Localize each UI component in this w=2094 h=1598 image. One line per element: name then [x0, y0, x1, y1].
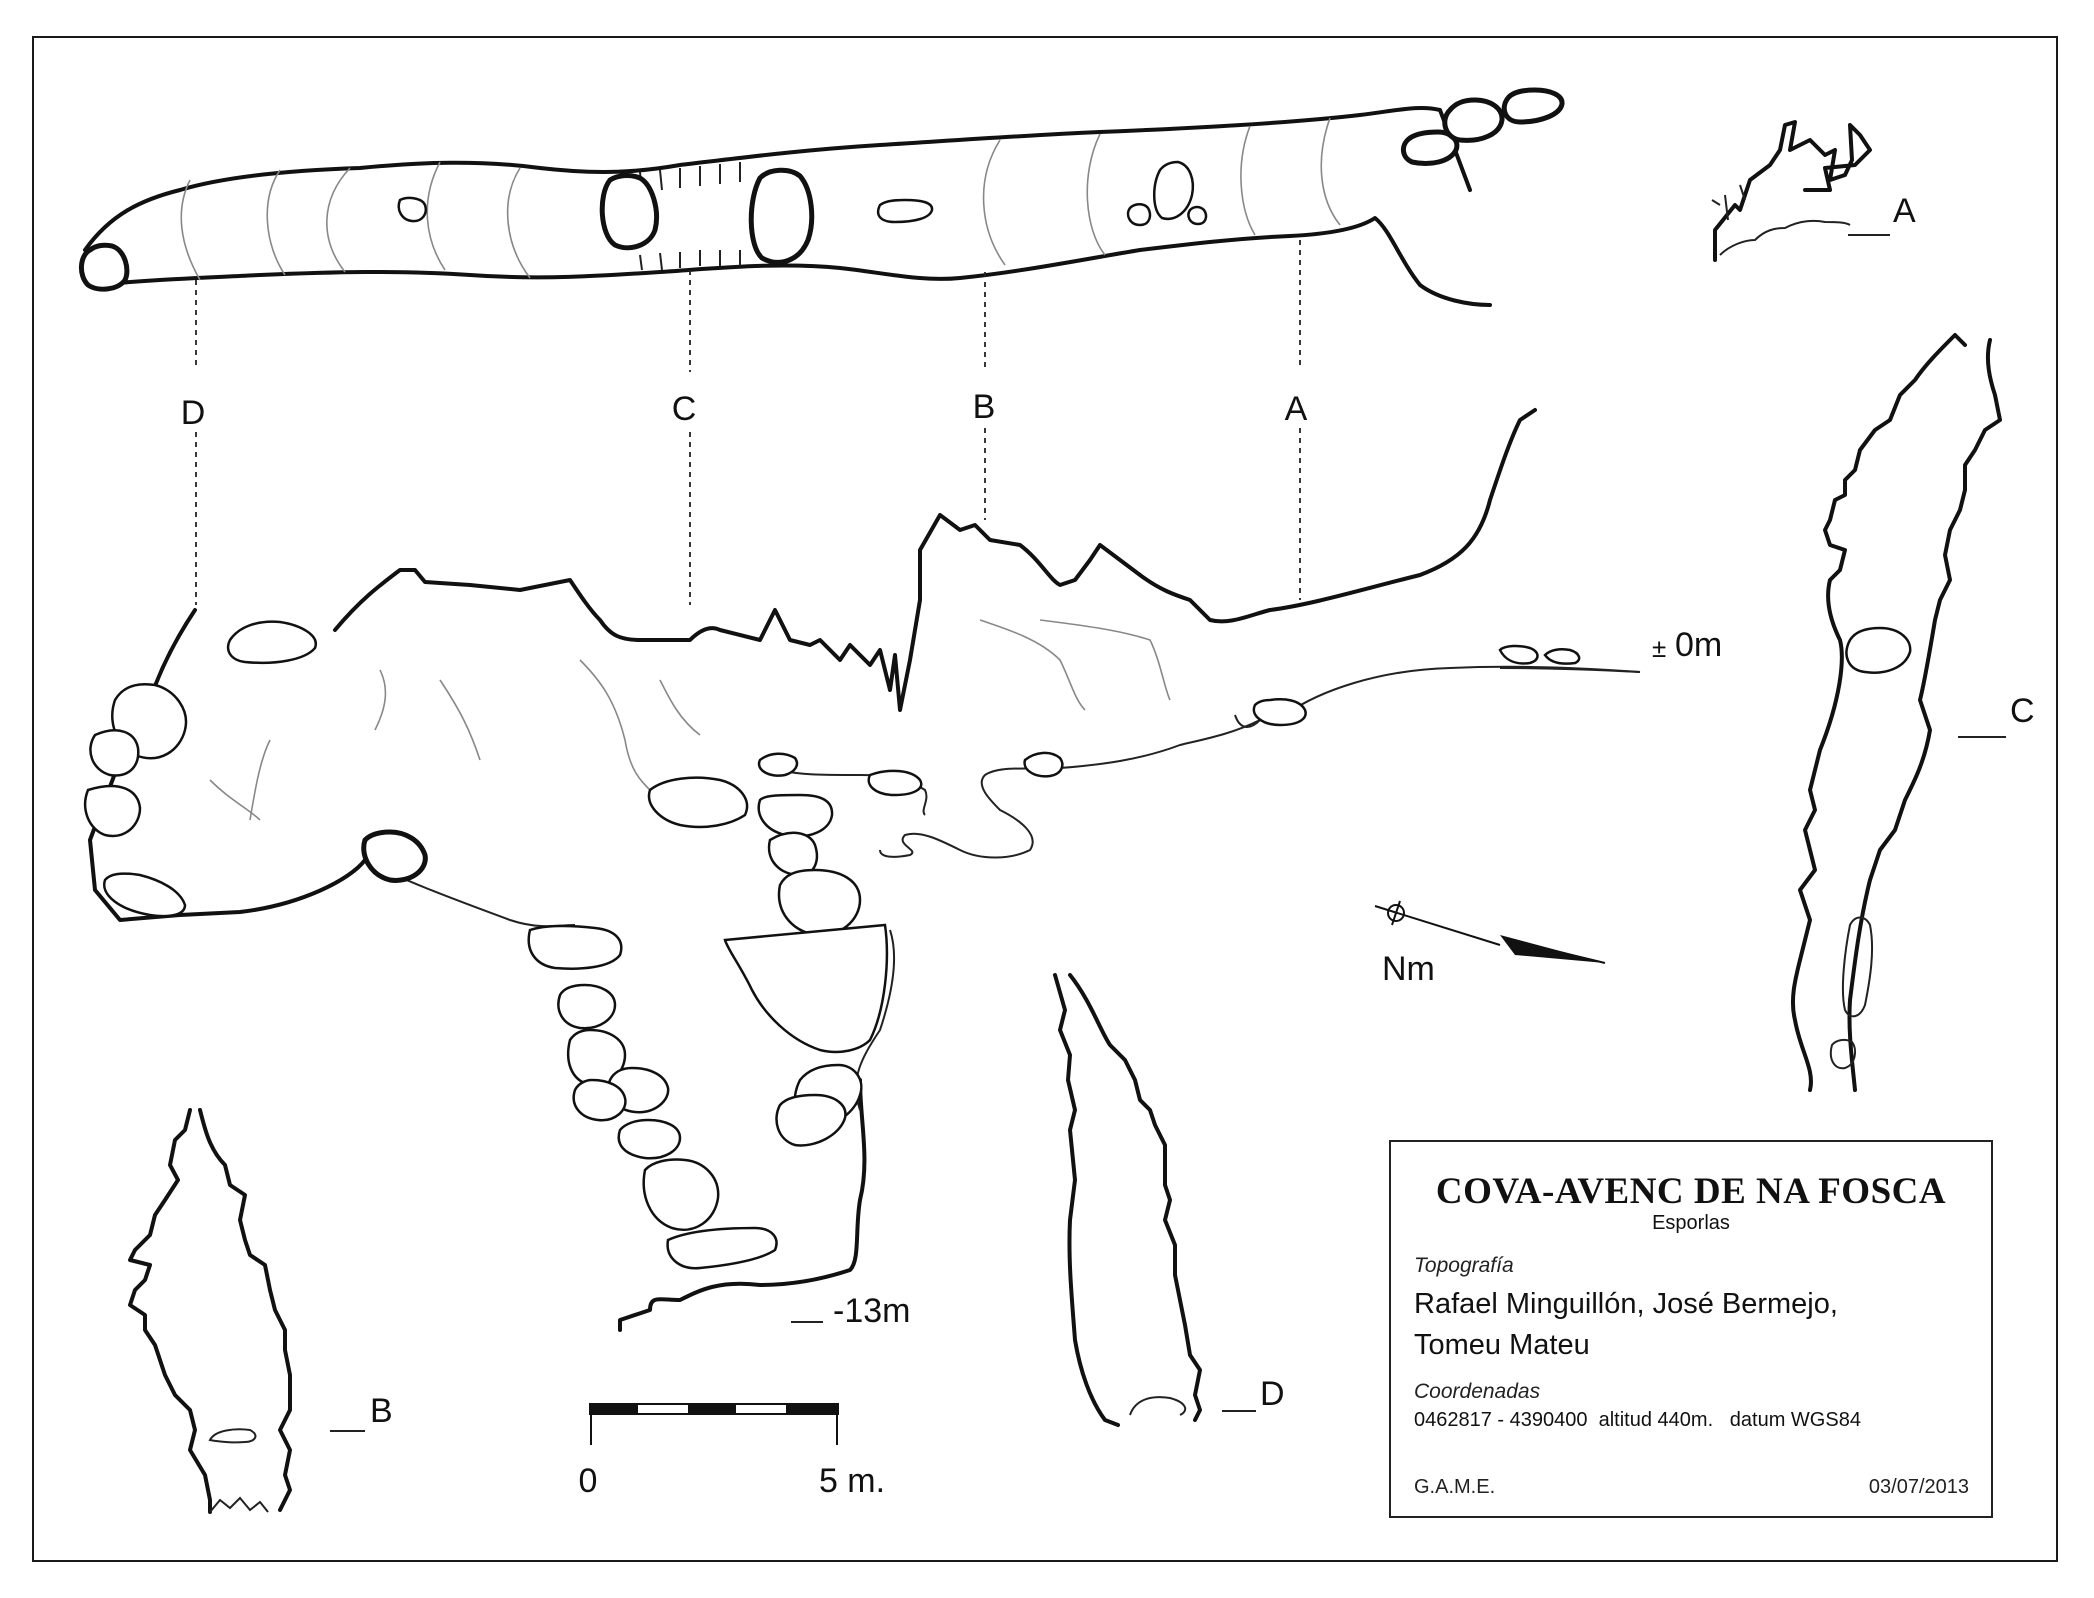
authors-line-1: Rafael Minguillón, José Bermejo,	[1414, 1288, 1838, 1320]
scale-end-label: 5 m.	[818, 1462, 886, 1500]
section-label-a: A	[1284, 390, 1308, 428]
section-d-label: D	[1260, 1375, 1285, 1413]
depth-bottom-label: -13m	[833, 1292, 911, 1330]
north-label: Nm	[1382, 950, 1435, 988]
survey-authors	[1414, 1284, 1838, 1366]
section-a-label: A	[1893, 192, 1916, 230]
cross-section-c	[1793, 335, 2000, 1090]
scale-bar	[590, 1404, 838, 1445]
cross-section-d	[1055, 975, 1200, 1425]
section-label-c: C	[671, 390, 697, 428]
cross-section-a	[1712, 122, 1870, 260]
section-lines	[196, 240, 1300, 605]
title-block	[1389, 1140, 1993, 1518]
authors-line-2: Tomeu Mateu	[1414, 1329, 1590, 1361]
survey-date: 03/07/2013	[1868, 1476, 1969, 1498]
municipality: Esporlas	[1652, 1212, 1730, 1234]
cross-section-b	[130, 1110, 290, 1512]
scale-start-label: 0	[578, 1462, 598, 1500]
plan-view	[81, 90, 1562, 305]
depth-top-symbol: ±	[1652, 633, 1667, 663]
section-label-d: D	[180, 394, 206, 432]
group-name: G.A.M.E.	[1414, 1476, 1496, 1498]
depth-top-label: 0m	[1675, 626, 1723, 664]
coordinates-value: 0462817 - 4390400 altitud 440m. datum WGS84	[1414, 1409, 1861, 1431]
coordinates-label: Coordenadas	[1414, 1380, 1541, 1403]
survey-label: Topografía	[1414, 1254, 1514, 1277]
section-b-label: B	[370, 1392, 393, 1430]
section-label-b: B	[972, 388, 996, 426]
cave-title: COVA-AVENC DE NA FOSCA	[1435, 1171, 1947, 1212]
section-c-label: C	[2010, 692, 2035, 730]
